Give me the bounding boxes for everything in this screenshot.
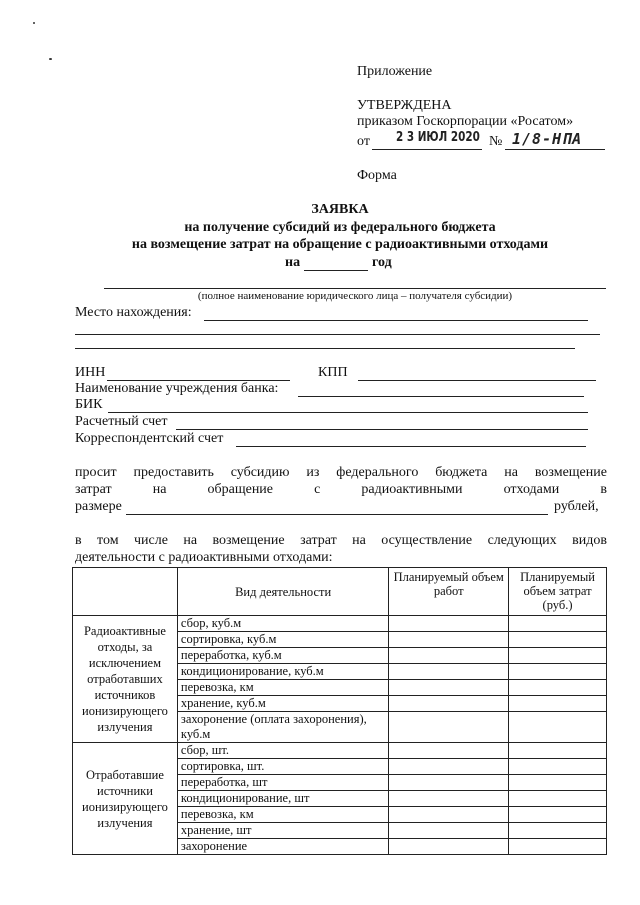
bank-blank[interactable] [298,396,584,397]
account-blank[interactable] [176,429,588,430]
cost-cell[interactable] [509,759,607,775]
order-date-stamp: 2 3 ИЮЛ 2020 [396,130,480,145]
volume-cell[interactable] [389,664,509,680]
cost-cell[interactable] [509,712,607,743]
activity-cell: захоронение [177,839,388,855]
volume-cell[interactable] [389,759,509,775]
size-label: размере [75,499,122,514]
title-line-1: на получение субсидий из федерального бюджета [184,220,496,235]
order-line: приказом Госкорпорации «Росатом» [357,114,574,129]
cost-cell[interactable] [509,680,607,696]
request-line-1: просит предоставить субсидию из федерального бюджета на возмещение [75,465,607,480]
cost-cell[interactable] [509,743,607,759]
volume-cell[interactable] [389,775,509,791]
kpp-label: КПП [318,365,348,380]
year-prefix: на [285,255,301,270]
volume-cell[interactable] [389,648,509,664]
approved-label: УТВЕРЖДЕНА [357,98,452,113]
activity-cell: сортировка, шт. [177,759,388,775]
activities-table [72,567,607,855]
header-activity: Вид деятельности [177,568,388,616]
activity-cell: сбор, куб.м [177,616,388,632]
appendix-label: Приложение [357,64,433,79]
volume-cell[interactable] [389,823,509,839]
volume-cell[interactable] [389,712,509,743]
activity-cell: хранение, шт [177,823,388,839]
activity-cell: хранение, куб.м [177,696,388,712]
org-name-caption: (полное наименование юридического лица – получателя субсидии) [197,290,513,302]
form-label: Форма [357,168,397,183]
location-blank[interactable] [204,320,588,321]
volume-cell[interactable] [389,839,509,855]
activity-cell: кондиционирование, куб.м [177,664,388,680]
volume-cell[interactable] [389,616,509,632]
kpp-blank[interactable] [358,380,596,381]
inn-label: ИНН [75,365,106,380]
account-label: Расчетный счет [75,414,168,429]
volume-cell[interactable] [389,807,509,823]
scan-speck [33,22,35,24]
currency-label: рублей, [554,499,599,514]
group-radioactive-waste: Радиоактивные отходы, за исключением отработавших источников ионизирующего излучения [73,616,178,743]
including-line-2: деятельности с радиоактивными отходами: [75,550,333,565]
amount-blank[interactable] [126,514,548,515]
location-blank-2[interactable] [75,334,600,335]
cost-cell[interactable] [509,616,607,632]
cost-cell[interactable] [509,632,607,648]
year-blank [304,270,368,271]
cost-cell[interactable] [509,807,607,823]
cost-cell[interactable] [509,648,607,664]
volume-cell[interactable] [389,791,509,807]
header-cost: Планируемый объем затрат (руб.) [509,568,607,616]
group-spent-sources: Отработавшие источники ионизирующего излучения [73,743,178,855]
activity-cell: перевозка, км [177,807,388,823]
order-number-handwritten: 1/8-НПА [512,130,583,148]
volume-cell[interactable] [389,743,509,759]
activity-cell: захоронение (оплата захоронения), куб.м [177,712,388,743]
year-suffix: год [372,255,392,270]
number-underline [505,149,605,150]
volume-cell[interactable] [389,632,509,648]
corr-account-label: Корреспондентский счет [75,431,224,446]
title-line-2: на возмещение затрат на обращение с радиоактивными отходами [131,237,549,252]
cost-cell[interactable] [509,791,607,807]
activity-cell: сортировка, куб.м [177,632,388,648]
document-title: ЗАЯВКА [311,202,369,217]
cost-cell[interactable] [509,664,607,680]
location-blank-3[interactable] [75,348,575,349]
cost-cell[interactable] [509,839,607,855]
corr-account-blank[interactable] [236,446,586,447]
location-label: Место нахождения: [75,305,192,320]
volume-cell[interactable] [389,680,509,696]
bik-blank[interactable] [108,412,588,413]
cost-cell[interactable] [509,775,607,791]
activity-cell: сбор, шт. [177,743,388,759]
activity-cell: переработка, шт [177,775,388,791]
volume-cell[interactable] [389,696,509,712]
org-name-blank[interactable] [104,288,606,289]
scan-speck [49,58,52,60]
including-line-1: в том числе на возмещение затрат на осуществление следующих видов [75,533,607,548]
date-underline [372,149,482,150]
cost-cell[interactable] [509,696,607,712]
activity-cell: кондиционирование, шт [177,791,388,807]
request-line-2: затрат на обращение с радиоактивными отходами в [75,482,607,497]
bank-label: Наименование учреждения банка: [75,381,279,396]
cost-cell[interactable] [509,823,607,839]
header-volume: Планируемый объем работ [389,568,509,616]
bik-label: БИК [75,397,103,412]
header-group [73,568,178,616]
activity-cell: перевозка, км [177,680,388,696]
number-prefix: № [489,134,503,149]
date-prefix: от [357,134,370,149]
activity-cell: переработка, куб.м [177,648,388,664]
